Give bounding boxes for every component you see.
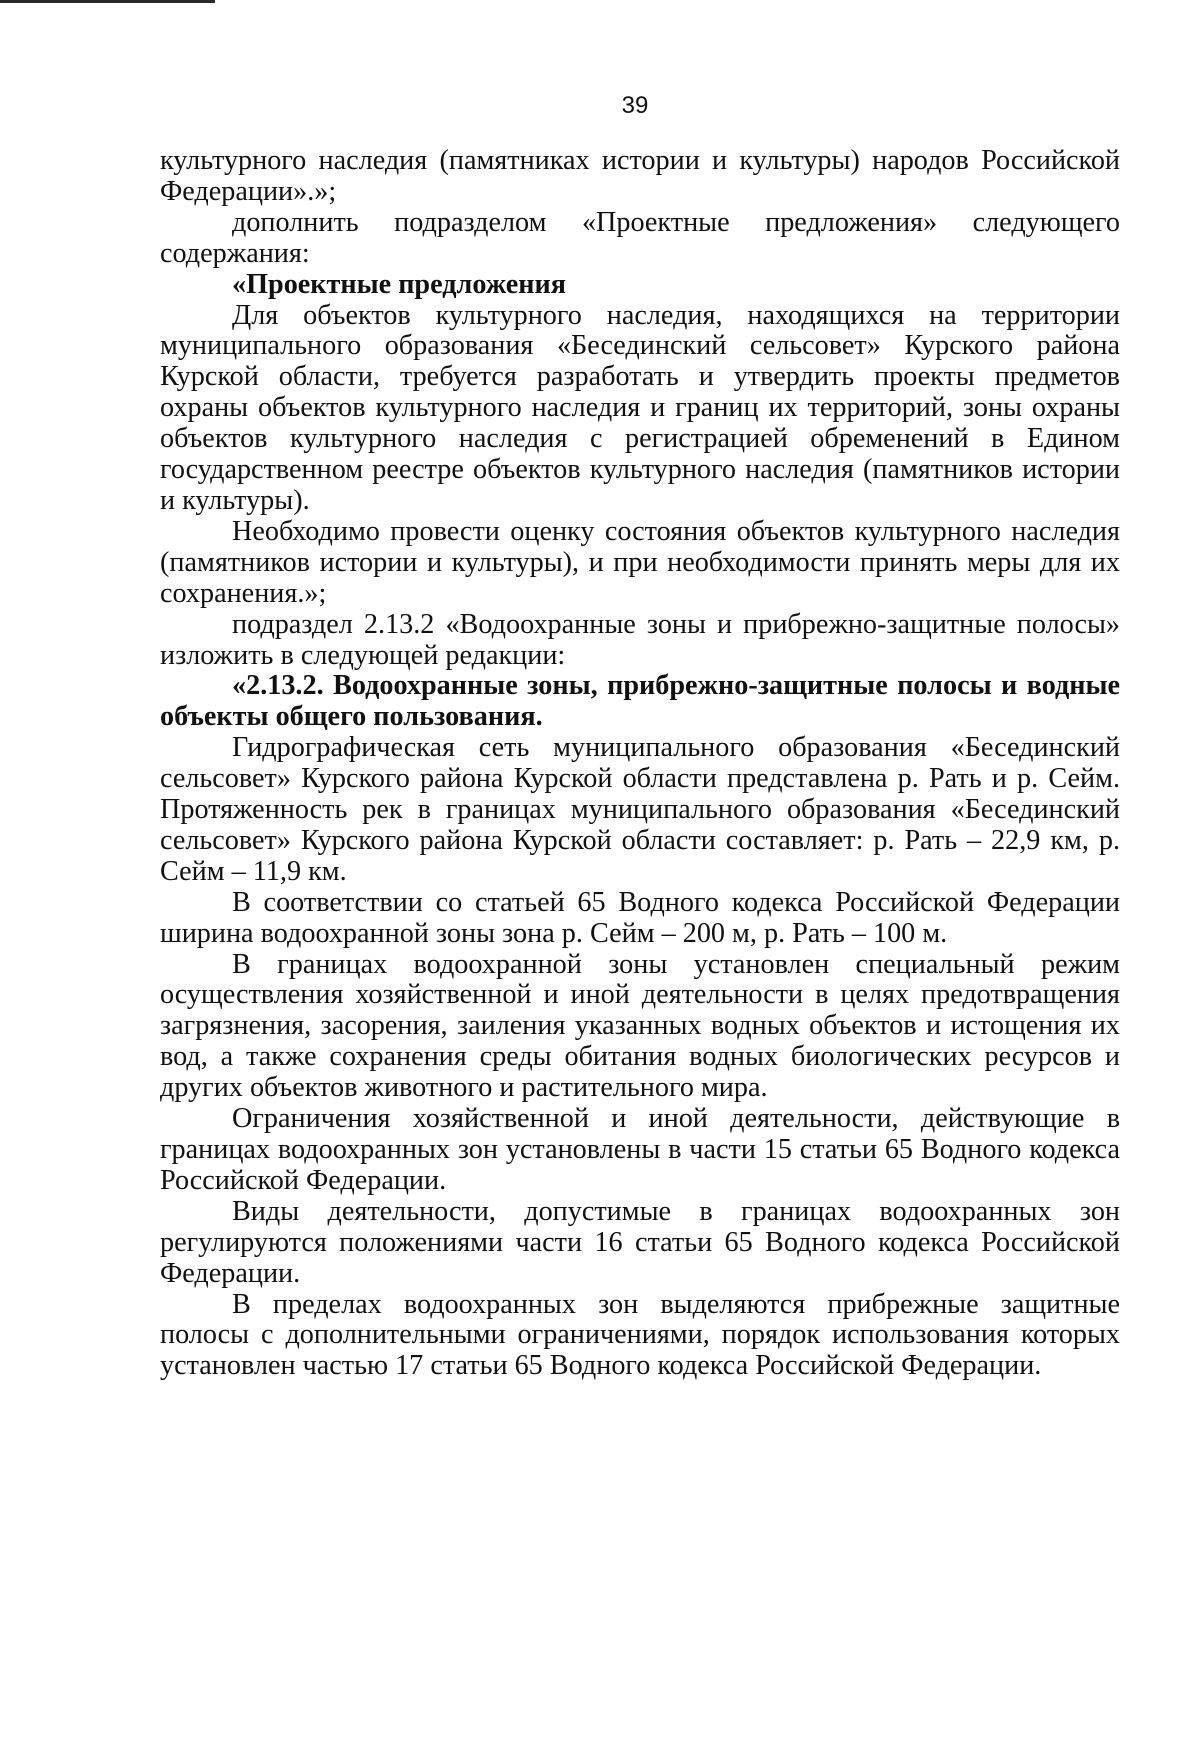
paragraph-activity-restrictions: Ограничения хозяйственной и иной деятельности, действующие в границах водоохранных зон установлены в части 15 статьи 65 Водного кодекса Российской Федерации. xyxy=(160,1103,1120,1196)
heading-water-protection-zones: «2.13.2. Водоохранные зоны, прибрежно-защитные полосы и водные объекты общего пользования. xyxy=(160,670,1120,733)
paragraph-subsection-2-13-2: подраздел 2.13.2 «Водоохранные зоны и прибрежно-защитные полосы» изложить в следующей редакции: xyxy=(160,608,1120,671)
document-body xyxy=(160,146,1120,1382)
paragraph-zone-width: В соответствии со статьей 65 Водного кодекса Российской Федерации ширина водоохранной зоны зона р. Сейм – 200 м, р. Рать – 100 м. xyxy=(160,886,1120,949)
paragraph-cultural-heritage-projects: Для объектов культурного наследия, находящихся на территории муниципального образования «Бесединский сельсовет» Курского района Курской области, требуется разработать и утвердить проекты предметов охраны объектов культурного наследия и границ их территорий, зоны охраны объектов культурного наследия с регистрацией обременений в Едином государственном реестре объектов культурного наследия (памятников истории и культуры). xyxy=(160,299,1120,516)
paragraph-permitted-activities: Виды деятельности, допустимые в границах водоохранных зон регулируются положениями части 16 статьи 65 Водного кодекса Российской Федерации. xyxy=(160,1195,1120,1289)
scan-edge-mark xyxy=(0,0,215,3)
paragraph-condition-assessment: Необходимо провести оценку состояния объектов культурного наследия (памятников истории и культуры), и при необходимости принять меры для их сохранения.»; xyxy=(160,515,1120,609)
paragraph-hydrographic-network: Гидрографическая сеть муниципального образования «Бесединский сельсовет» Курского района Курской области представлена р. Рать и р. Сейм. Протяженность рек в границах муниципального образования «Бесединский сельсовет» Курского района Курской области составляет: р. Рать – 22,9 км, р. Сейм – 11,9 км. xyxy=(160,732,1120,887)
paragraph-add-subsection: дополнить подразделом «Проектные предложения» следующего содержания: xyxy=(160,206,1120,269)
paragraph-coastal-protection-strips: В пределах водоохранных зон выделяются прибрежные защитные полосы с дополнительными ограничениями, порядок использования которых установлен частью 17 статьи 65 Водного кодекса Российской Федерации. xyxy=(160,1288,1120,1382)
heading-project-proposals: «Проектные предложения xyxy=(232,268,567,300)
paragraph-special-regime: В границах водоохранной зоны установлен специальный режим осуществления хозяйственной и иной деятельности в целях предотвращения загрязнения, засорения, заиления указанных водных объектов и истощения их вод, а также сохранения среды обитания водных биологических ресурсов и других объектов животного и растительного мира. xyxy=(160,948,1120,1104)
page-number: 39 xyxy=(621,92,649,119)
paragraph-continuation: культурного наследия (памятниках истории и культуры) народов Российской Федерации».»; xyxy=(160,145,1120,207)
